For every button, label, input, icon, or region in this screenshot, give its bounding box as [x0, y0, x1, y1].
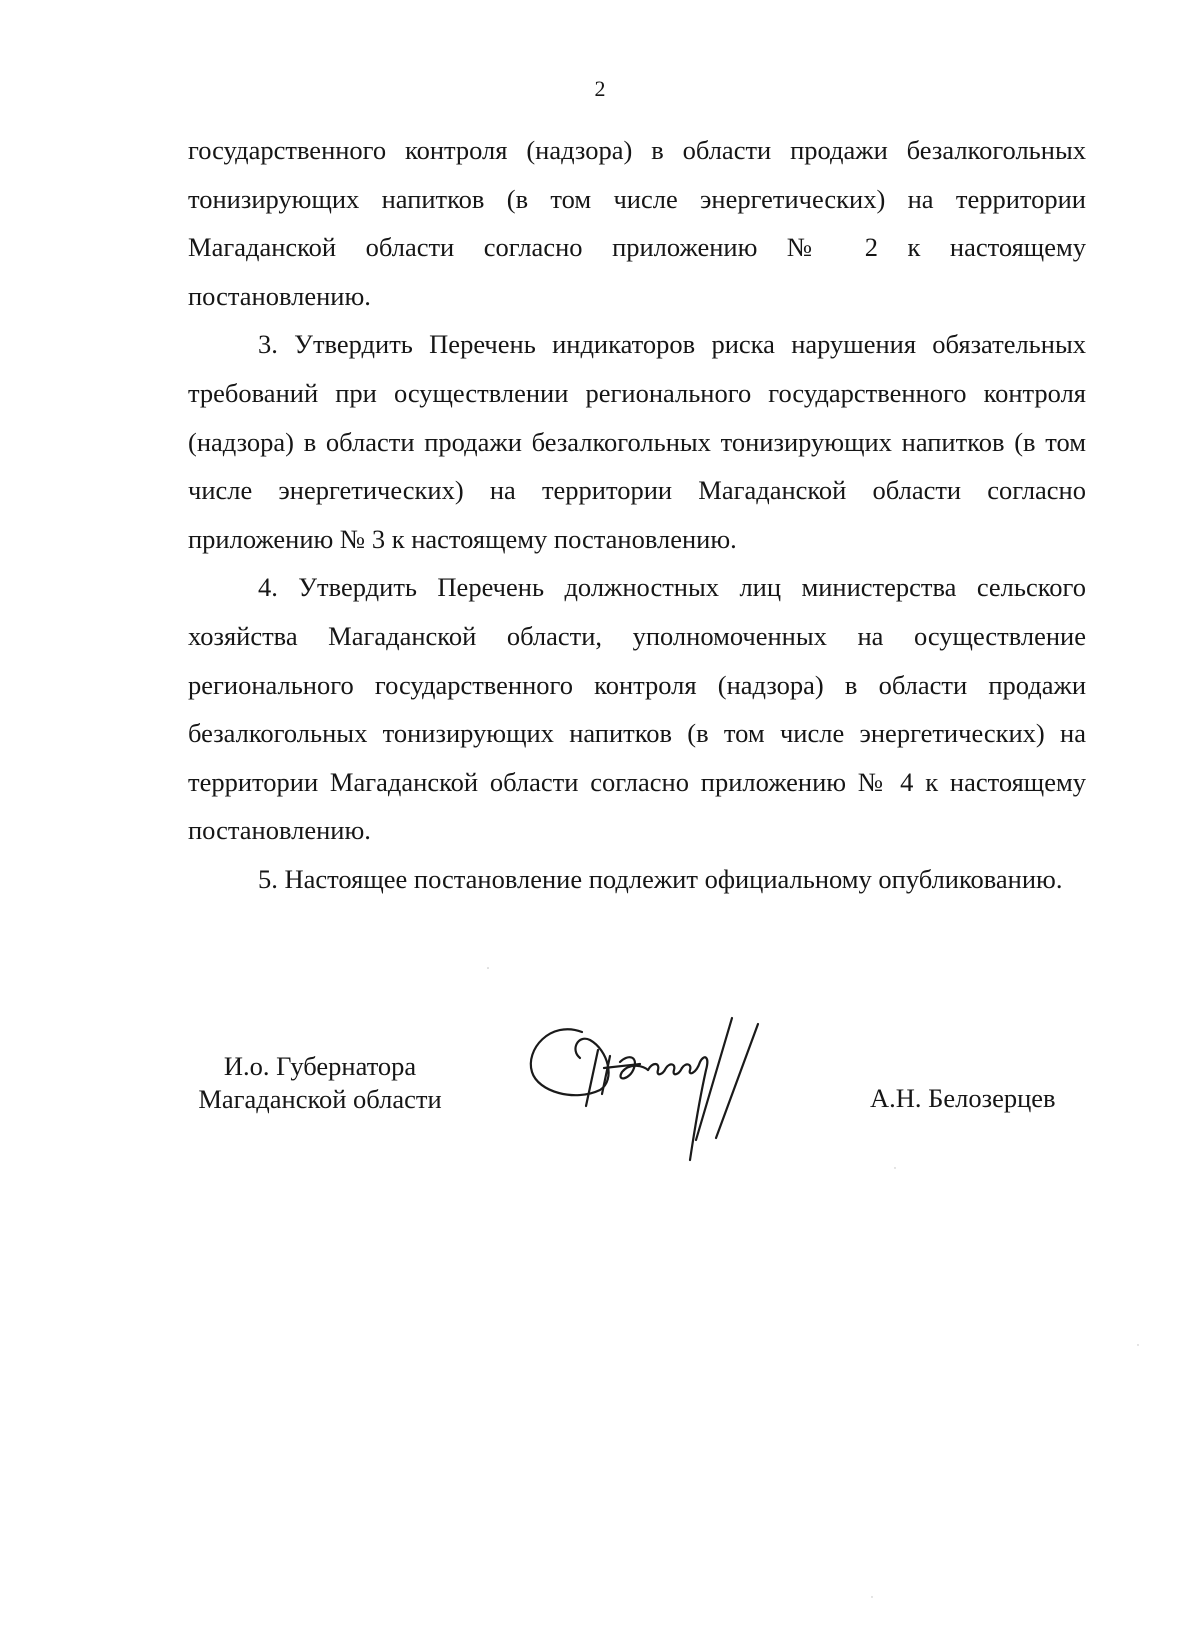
- handwritten-signature: [520, 1010, 800, 1180]
- signatory-title-line1: И.о. Губернатора: [223, 1051, 417, 1081]
- paragraph-continuation: государственного контроля (надзора) в области продажи безалкогольных тонизирующих напитков (в том числе энергетических) на территории Магаданской области согласно приложению № 2 к настоящему постановлению.: [188, 135, 1086, 311]
- paragraph-item-3: 3. Утвердить Перечень индикаторов риска нарушения обязательных требований при осуществлении регионального государственного контроля (надзора) в области продажи безалкогольных тонизирующих напитков (в том числе энергетических) на территории Магаданской области согласно приложению № 3 к настоящему постановлению.: [188, 329, 1086, 554]
- signatory-title-line2: Магаданской области: [198, 1084, 442, 1114]
- paragraph-item-5: 5. Настоящее постановление подлежит официальному опубликованию.: [258, 863, 1063, 894]
- paragraph-item-4: 4. Утвердить Перечень должностных лиц министерства сельского хозяйства Магаданской области, уполномоченных на осуществление регионального государственного контроля (надзора) в области продажи безалкогольных тонизирующих напитков (в том числе энергетических) на территории Магаданской области согласно приложению № 4 к настоящему постановлению.: [188, 572, 1086, 846]
- page-number: 2: [594, 76, 606, 101]
- signatory-title: [190, 1050, 450, 1116]
- document-body: [188, 126, 1086, 904]
- signatory-name: А.Н. Белозерцев: [870, 1083, 1056, 1113]
